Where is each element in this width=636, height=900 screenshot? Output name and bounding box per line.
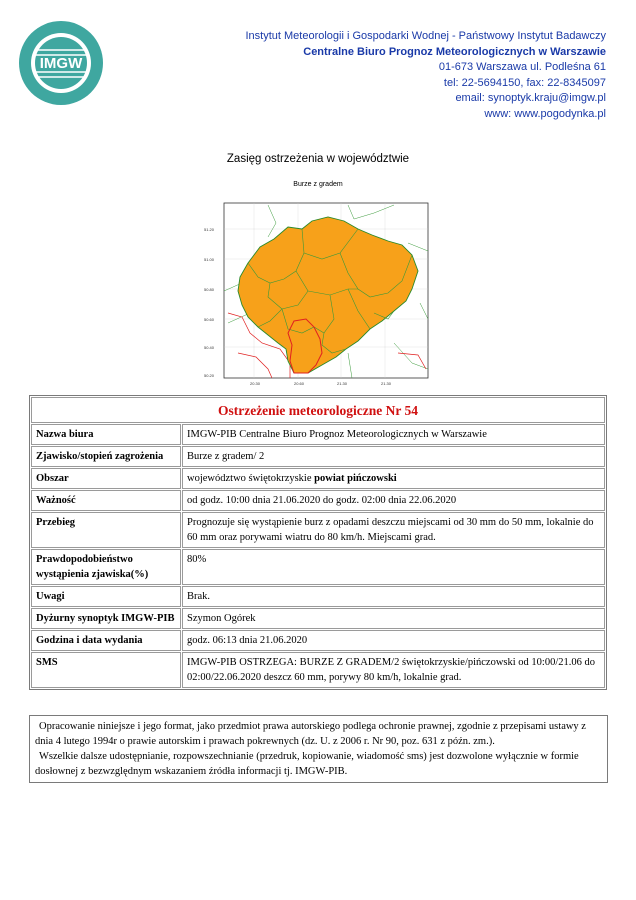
row-value: Prognozuje się wystąpienie burz z opadami deszczu miejscami od 30 mm do 50 mm, lokalnie do 60 mm oraz porywami wiatru do 80 km/h. Miejscami grad. [182,512,605,548]
email: email: synoptyk.kraju@imgw.pl [455,92,606,104]
table-row [31,586,605,607]
table-row [31,512,605,548]
row-value: IMGW-PIB OSTRZEGA: BURZE Z GRADEM/2 świętokrzyskie/pińczowski od 10:00/21.06 do 02:00/22.06.2020 deszcz 60 mm, porywy 80 km/h, lokalnie grad. [182,652,605,688]
area-province: województwo świętokrzyskie [187,473,312,484]
row-value: 80% [182,549,605,585]
svg-text:IMGW: IMGW [39,55,83,72]
table-row [31,652,605,688]
row-value: od godz. 10:00 dnia 21.06.2020 do godz. 02:00 dnia 22.06.2020 [182,490,605,511]
row-value: IMGW-PIB Centralne Biuro Prognoz Meteorologicznych w Warszawie [182,424,605,445]
row-key: Prawdopodobieństwo wystąpienia zjawiska(%) [31,549,181,585]
website: www: www.pogodynka.pl [484,107,606,120]
map-ytick: 51.20 [204,227,215,232]
table-row [31,446,605,467]
address: 01-673 Warszawa ul. Podleśna 61 [438,61,606,73]
warning-title-row [31,397,605,423]
table-row [31,424,605,445]
office-name: Centralne Biuro Prognoz Meteorologicznych w Warszawie [303,45,606,58]
map-xtick: 21.30 [381,381,392,386]
map-ytick: 50.60 [204,317,215,322]
row-key: Obszar [31,468,181,489]
copyright-paragraph: Opracowanie niniejsze i jego format, jako przedmiot prawa autorskiego podlega ochronie prawnej, zgodnie z przepisami ustawy z dnia 4 lutego 1994r o prawie autorskim i prawach pokrewnych (dz. U. z 2006 r. Nr 90, poz. 631 z późn. zm.). [35,721,586,747]
row-key: Nazwa biura [31,424,181,445]
row-value: godz. 06:13 dnia 21.06.2020 [182,630,605,651]
row-value: Szymon Ogórek [182,608,605,629]
phone-fax: tel: 22-5694150, fax: 22-8345097 [443,76,606,89]
row-key: Ważność [31,490,181,511]
map-xtick: 20.60 [294,381,305,386]
warning-table [29,395,607,690]
institute-name: Instytut Meteorologii i Gospodarki Wodnej - Państwowy Instytut Badawczy [245,30,606,42]
copyright-paragraph: Wszelkie dalsze udostępnianie, rozpowszechnianie (przedruk, kopiowanie, wiadomość sms) jest dozwolone wyłącznie w formie dosłownej z bezwzględnym wskazaniem źródła informacji tj. IMGW-PIB. [35,751,579,777]
table-row [31,468,605,489]
map-ytick: 50.80 [204,287,215,292]
row-value [182,468,605,489]
row-value: Burze z gradem/ 2 [182,446,605,467]
map-ytick: 50.20 [204,373,215,378]
table-row [31,490,605,511]
row-key: Uwagi [31,586,181,607]
warning-map [198,193,438,390]
page-subtitle: Zasięg ostrzeżenia w województwie [226,153,410,165]
row-key: Przebieg [31,512,181,548]
row-key: Godzina i data wydania [31,630,181,651]
table-row [31,630,605,651]
copyright-notice [29,715,608,783]
area-district: powiat pińczowski [314,473,397,484]
map-ytick: 51.00 [204,257,215,262]
table-row [31,549,605,585]
map-ytick: 50.40 [204,345,215,350]
imgw-logo [18,20,104,106]
institute-header [245,29,606,122]
map-xtick: 20.30 [250,381,261,386]
map-xtick: 21.30 [337,381,348,386]
row-value: Brak. [182,586,605,607]
map-title: Burze z gradem [293,181,343,188]
warning-title: Ostrzeżenie meteorologiczne Nr 54 [31,397,605,423]
row-key: Zjawisko/stopień zagrożenia [31,446,181,467]
row-key: Dyżurny synoptyk IMGW-PIB [31,608,181,629]
row-key: SMS [31,652,181,688]
table-row [31,608,605,629]
